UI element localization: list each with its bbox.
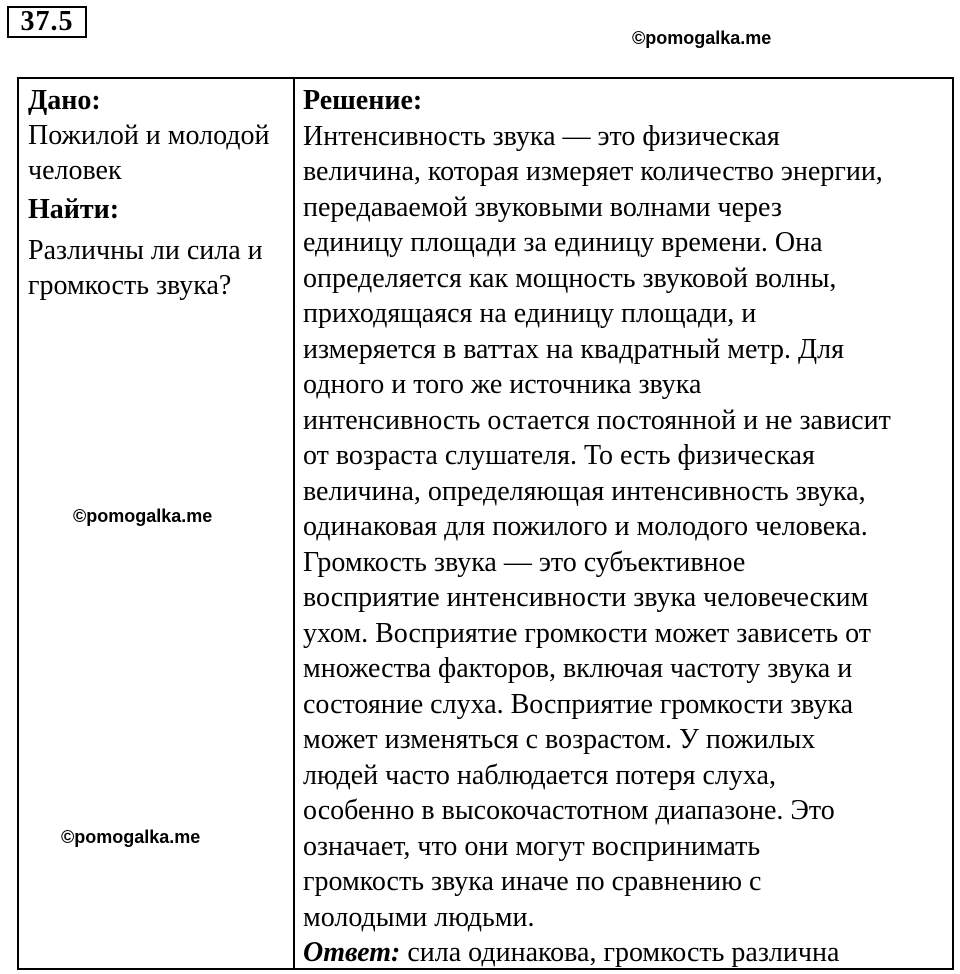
answer-text: сила одинакова, громкость различна (400, 937, 840, 968)
find-heading: Найти: (28, 194, 120, 225)
find-text: Различны ли сила и громкость звука? (28, 235, 263, 301)
given-column (28, 83, 290, 303)
solution-text: Интенсивность звука — это физическая величина, которая измеряет количество энергии, передаваемой звуковыми волнами через единицу площади за единицу времени. Она определяется как мощность звуковой волны, приходящаяся на единицу площади, и измеряется в ваттах на квадратный метр. Для одного и того же источника звука интенсивность остается постоянной и не зависит от возраста слушателя. То есть физическая величина, определяющая интенсивность звука, одинаковая для пожилого и молодого человека. Громкость звука — это субъективное восприятие интенсивности звука человеческим ухом. Восприятие громкости может зависеть от множества факторов, включая частоту звука и состояние слуха. Восприятие громкости звука может изменяться с возрастом. У пожилых людей часто наблюдается потеря слуха, особенно в высокочастотном диапазоне. Это означает, что они могут воспринимать громкость звука иначе по сравнению с молодыми людьми. (303, 120, 891, 933)
answer-label: Ответ: (303, 937, 401, 968)
watermark-top: ©pomogalka.me (632, 28, 772, 48)
solution-column (303, 83, 953, 971)
given-heading: Дано: (28, 85, 101, 116)
solution-heading: Решение: (303, 85, 423, 116)
task-number: 37.5 (7, 6, 87, 38)
column-divider (293, 79, 295, 968)
watermark-middle: ©pomogalka.me (73, 506, 213, 526)
answer-line (303, 935, 953, 971)
given-text: Пожилой и молодой человек (28, 120, 270, 186)
watermark-bottom: ©pomogalka.me (61, 827, 201, 847)
